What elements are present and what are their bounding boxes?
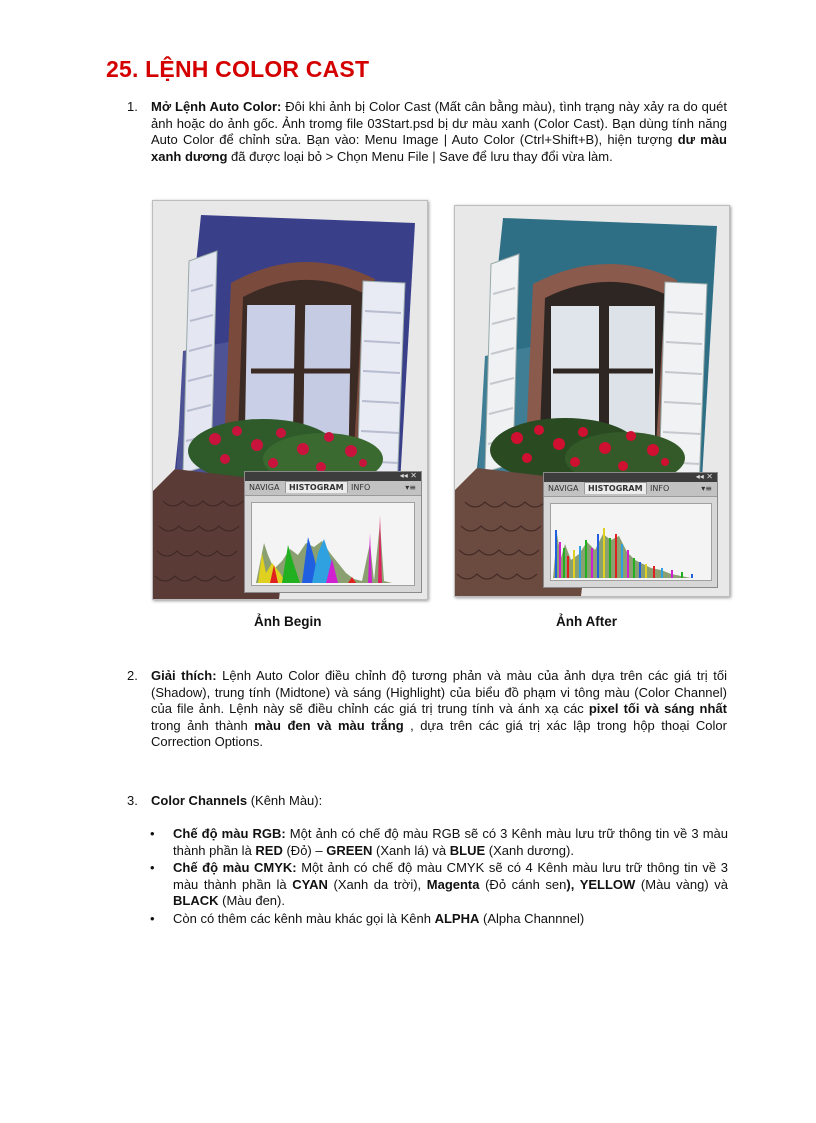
bullet-text: (Xanh dương). [485,842,574,858]
before-image [152,200,428,600]
paragraph-explanation [151,668,727,751]
paragraph-auto-color [151,99,727,165]
after-image [454,205,730,597]
page-title: 25. LỆNH COLOR CAST [106,56,370,82]
bullet-dot-icon: • [150,860,155,875]
bullet-text: (Xanh lá) và [372,842,450,858]
paragraph-text: (Kênh Màu): [247,793,323,808]
color-mode-list [150,826,728,928]
panel-menu-icon[interactable]: ▾≡ [701,484,712,493]
keyword: GREEN [326,842,373,858]
keyword: BLACK [173,893,219,908]
keyword: BLUE [449,842,486,858]
tab-navigator[interactable]: NAVIGA [249,483,280,492]
paragraph-bold: dư màu xanh dương [151,132,727,164]
item-label: Color Channels [151,793,248,808]
tab-info[interactable]: INFO [351,483,371,492]
bullet-text: (Màu đen). [218,893,285,908]
list-item-auto-color [127,99,727,165]
histogram-panel [244,471,422,593]
item-label: Giải thích: [151,668,217,683]
list-number: 1. [127,99,138,114]
histogram-panel [543,472,718,588]
paragraph-bold: màu đen và màu trắng [254,717,404,733]
paragraph-text: , dựa trên các giá trị xác lập trong hộp thoại Color Correction Options. [151,717,727,749]
bullet-alpha [150,911,728,928]
panel-tabs [544,482,717,497]
histogram-after-svg [551,504,711,580]
tab-histogram[interactable]: HISTOGRAM [584,482,647,494]
collapse-icon[interactable]: ◂◂ ✕ [399,471,417,480]
before-caption: Ảnh Begin [254,614,322,629]
paragraph-text: đã được loại bỏ > Chọn Menu File | Save để lưu thay đổi vừa làm. [227,148,613,164]
panel-titlebar [544,473,717,482]
panel-menu-icon[interactable]: ▾≡ [405,483,416,492]
keyword: Magenta [426,876,480,892]
keyword: RED [255,842,283,858]
bullet-text: (Màu vàng) và [635,876,728,892]
bullet-text: (Đỏ cánh sen [479,876,567,892]
keyword: ALPHA [434,910,480,926]
collapse-icon[interactable]: ◂◂ ✕ [695,472,713,481]
list-number: 2. [127,668,138,683]
panel-tabs [245,481,421,496]
panel-titlebar [245,472,421,481]
tab-histogram[interactable]: HISTOGRAM [285,481,348,493]
bullet-rgb [150,826,728,859]
paragraph-bold: pixel tối và sáng nhất [588,701,727,716]
after-caption: Ảnh After [556,614,617,629]
bullet-text: (Alpha Channnel) [479,910,585,926]
keyword: CYAN [292,876,328,892]
bullet-text: (Xanh da trời), [327,876,427,892]
tab-info[interactable]: INFO [650,484,670,493]
paragraph-color-channels [151,793,727,810]
paragraph-text: trong ảnh thành [151,717,255,733]
histogram-before-svg [252,503,414,585]
list-item-explanation [127,668,727,751]
bullet-label: Chế độ màu RGB: [173,826,286,841]
paragraph-text: Đôi khi ảnh bị Color Cast (Mất cân bằng màu), tình trạng này xảy ra do quét ảnh hoặc do ảnh gốc. Ảnh tromg file 03Start.psd bị dư màu xanh (Color Cast). Bạn dùng tính năng Auto Color để chỉnh sửa. Bạn vào: Menu Image | Auto Color (Ctrl+Shift+B), hiện tượng [151,99,727,147]
bullet-text: Còn có thêm các kênh màu khác gọi là Kênh [173,910,435,926]
bullet-text: (Đỏ) – [282,842,327,858]
bullet-text: Một ảnh có chế độ màu RGB sẽ có 3 Kênh màu lưu trữ thông tin về 3 màu thành phần là [173,826,728,858]
histogram-graph [550,503,712,581]
bullet-dot-icon: • [150,826,155,841]
bullet-cmyk [150,860,728,910]
list-number: 3. [127,793,138,808]
list-item-color-channels [127,793,727,810]
histogram-graph [251,502,415,586]
bullet-label: Chế độ màu CMYK: [173,860,297,875]
tab-navigator[interactable]: NAVIGA [548,484,579,493]
bullet-text: Một ảnh có chế độ màu CMYK sẽ có 4 Kênh màu lưu trữ thông tin về 3 màu thành phần là [173,860,728,892]
item-label: Mở Lệnh Auto Color: [151,99,282,114]
keyword: ), YELLOW [566,876,636,892]
bullet-dot-icon: • [150,910,155,926]
paragraph-text: Lệnh Auto Color điều chỉnh độ tương phản và màu của ảnh dựa trên các giá trị tối (Shadow), trung tính (Midtone) và sáng (Highlight) của biểu đồ phạm vi tông màu (Color Channel) của file ảnh. Lệnh này sẽ điều chỉnh các giá trị trung tính và ánh xạ các [151,668,727,716]
